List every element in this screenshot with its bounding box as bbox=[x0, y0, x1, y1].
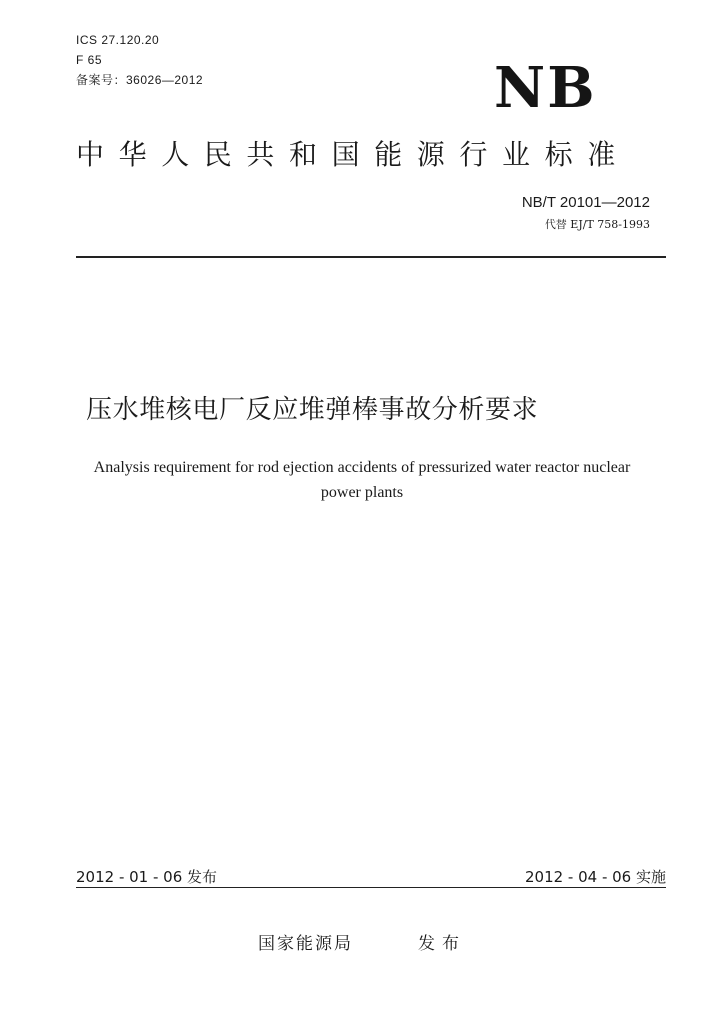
standard-number: NB/T 20101—2012 bbox=[521, 194, 650, 211]
publish-label: 发布 bbox=[418, 934, 466, 954]
document-title-en-line2: power plants bbox=[320, 484, 404, 501]
document-title-en bbox=[40, 455, 684, 505]
category-code: F 65 bbox=[76, 53, 103, 67]
footer-divider bbox=[76, 887, 666, 888]
implementation-date: 2012 - 04 - 06 实施 bbox=[524, 868, 666, 886]
classification-block bbox=[76, 30, 203, 90]
ics-code: ICS 27.120.20 bbox=[76, 33, 160, 47]
publisher-name: 国家能源局 bbox=[258, 934, 353, 954]
header-divider bbox=[76, 256, 666, 258]
nb-logo: NB bbox=[494, 55, 597, 121]
replaced-standard: 代替 EJ/T 758-1993 bbox=[544, 218, 650, 231]
issue-date: 2012 - 01 - 06 发布 bbox=[76, 868, 218, 886]
document-title-en-line1: Analysis requirement for rod ejection accidents of pressurized water reactor nuclear bbox=[93, 459, 631, 476]
standard-category-title: 中华人民共和国能源行业标准 bbox=[76, 138, 630, 171]
document-title-cn: 压水堆核电厂反应堆弹棒事故分析要求 bbox=[86, 395, 539, 425]
filing-number: 备案号：36026—2012 bbox=[76, 73, 204, 87]
